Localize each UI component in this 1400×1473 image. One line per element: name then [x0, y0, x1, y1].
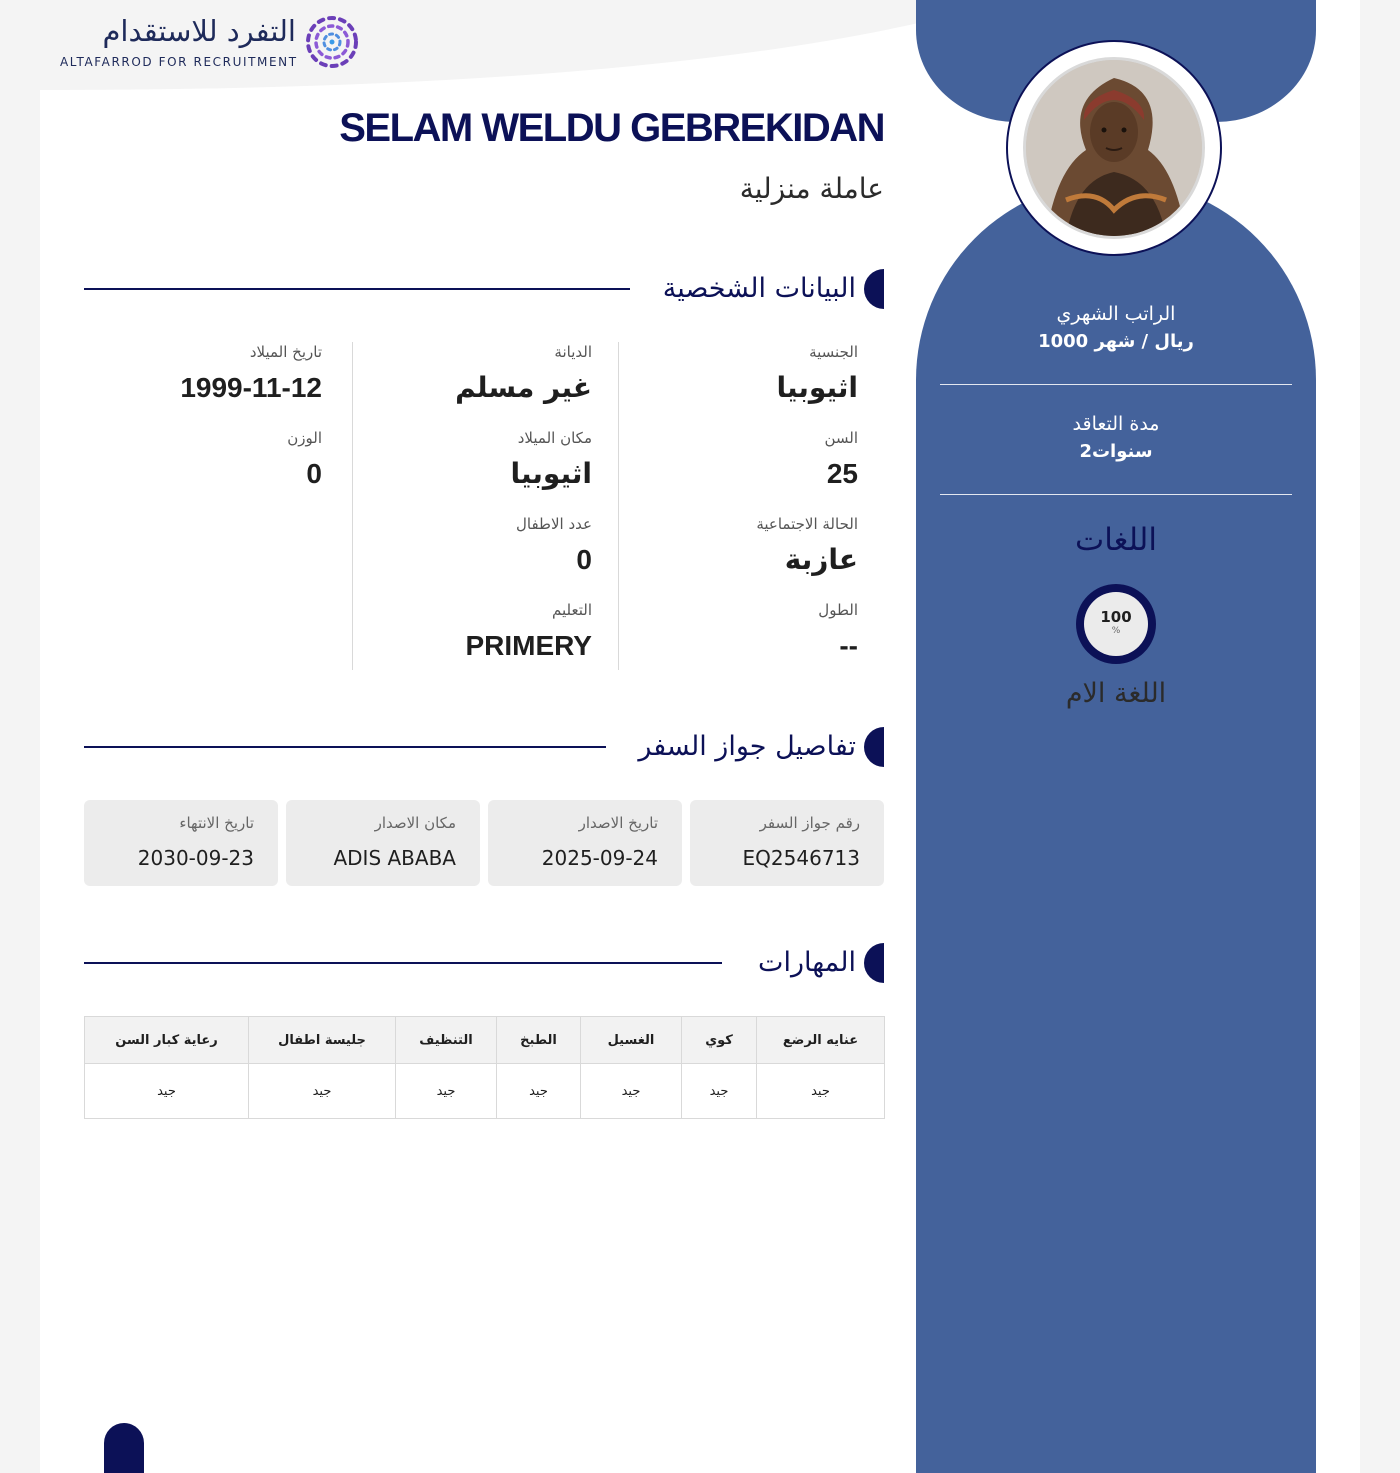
field-label: الحالة الاجتماعية	[756, 515, 858, 533]
skills-value-row	[85, 1064, 885, 1119]
section-passport-header	[84, 727, 884, 769]
field-value: 25	[826, 458, 858, 489]
candidate-name: SELAM WELDU GEBREKIDAN	[339, 106, 884, 150]
field-value: غير مسلم	[455, 371, 592, 404]
field-value: 1999-11-12	[180, 372, 322, 403]
section-marker	[864, 943, 884, 983]
salary-block	[940, 303, 1292, 352]
logo-mark-icon	[304, 14, 360, 70]
section-divider-line	[84, 746, 606, 748]
salary-label: الراتب الشهري	[1056, 303, 1176, 325]
skill-rating: جيد	[757, 1064, 885, 1119]
skill-rating: جيد	[497, 1064, 581, 1119]
field-value: عازبة	[784, 543, 858, 576]
skill-header: الطبخ	[497, 1017, 581, 1064]
field-birthplace	[510, 428, 592, 494]
field-label: السن	[824, 429, 858, 447]
section-personal-title: البيانات الشخصية	[662, 273, 856, 304]
skill-rating: جيد	[249, 1064, 396, 1119]
avatar	[1006, 40, 1222, 256]
field-education	[465, 600, 592, 666]
skills-table	[84, 1016, 885, 1119]
sidebar-divider	[940, 384, 1292, 385]
logo-english-name: ALTAFARROD FOR RECRUITMENT	[60, 55, 298, 69]
card-value: ADIS ABABA	[333, 846, 456, 870]
language-name: اللغة الام	[1065, 678, 1167, 709]
skill-rating: جيد	[682, 1064, 757, 1119]
field-religion	[455, 342, 592, 408]
field-value: 0	[576, 544, 592, 575]
skill-header: كوي	[682, 1017, 757, 1064]
section-marker	[864, 269, 884, 309]
contract-value: 2سنوات	[1079, 441, 1153, 462]
field-nationality	[776, 342, 858, 408]
field-children	[516, 514, 592, 580]
contract-block	[940, 413, 1292, 462]
column-separator	[618, 342, 619, 670]
card-label: مكان الاصدار	[374, 814, 456, 832]
card-label: رقم جواز السفر	[759, 814, 860, 832]
job-title: عاملة منزلية	[739, 172, 884, 205]
field-value: --	[839, 630, 858, 661]
field-label: الطول	[818, 601, 858, 619]
section-skills-header	[84, 943, 884, 985]
sidebar	[916, 0, 1316, 1473]
field-age	[824, 428, 858, 494]
card-value: EQ2546713	[742, 846, 860, 870]
gauge-unit: %	[1111, 626, 1121, 636]
skill-header: الغسيل	[581, 1017, 682, 1064]
card-value: 2025-09-24	[541, 846, 658, 870]
skill-header: عنايه الرضع	[757, 1017, 885, 1064]
skill-header: جليسة اطفال	[249, 1017, 396, 1064]
section-passport-title: تفاصيل جواز السفر	[638, 731, 856, 762]
field-value: اثيوبيا	[510, 457, 592, 490]
skill-rating: جيد	[396, 1064, 497, 1119]
field-label: التعليم	[552, 601, 592, 619]
languages-title: اللغات	[1075, 522, 1157, 558]
skills-header-row	[85, 1017, 885, 1064]
section-marker	[864, 727, 884, 767]
skill-rating: جيد	[85, 1064, 249, 1119]
field-value: PRIMERY	[465, 630, 592, 661]
gauge-center	[1084, 592, 1148, 656]
sidebar-divider	[940, 494, 1292, 495]
field-marital-status	[756, 514, 858, 580]
field-label: الوزن	[287, 429, 322, 447]
language-proficiency-gauge	[1076, 584, 1156, 664]
footer-tab-decoration	[104, 1423, 144, 1473]
field-label: مكان الميلاد	[517, 429, 592, 447]
section-personal-header	[84, 269, 884, 311]
section-skills-title: المهارات	[758, 947, 856, 978]
section-divider-line	[84, 962, 722, 964]
salary-value: 1000 ريال / شهر	[1038, 331, 1194, 352]
card-value: 2030-09-23	[137, 846, 254, 870]
gauge-percent: 100	[1100, 608, 1132, 626]
contract-label: مدة التعاقد	[1072, 413, 1160, 435]
logo-arabic-name: التفرد للاستقدام	[102, 14, 296, 48]
field-label: تاريخ الميلاد	[249, 343, 322, 361]
field-height	[818, 600, 858, 666]
field-value: اثيوبيا	[776, 371, 858, 404]
field-label: الديانة	[554, 343, 592, 361]
section-divider-line	[84, 288, 630, 290]
candidate-photo	[1023, 57, 1205, 239]
passport-issue-date-card	[488, 800, 682, 886]
skill-header: رعاية كبار السن	[85, 1017, 249, 1064]
company-logo	[60, 14, 360, 74]
column-separator	[352, 342, 353, 670]
passport-number-card	[690, 800, 884, 886]
passport-expiry-card	[84, 800, 278, 886]
field-label: الجنسية	[809, 343, 858, 361]
card-label: تاريخ الانتهاء	[179, 814, 254, 832]
cv-page	[40, 0, 1360, 1473]
field-weight	[287, 428, 322, 494]
skill-rating: جيد	[581, 1064, 682, 1119]
card-label: تاريخ الاصدار	[578, 814, 658, 832]
skill-header: التنظيف	[396, 1017, 497, 1064]
passport-issue-place-card	[286, 800, 480, 886]
field-label: عدد الاطفال	[516, 515, 592, 533]
field-birthdate	[180, 342, 322, 408]
field-value: 0	[306, 458, 322, 489]
